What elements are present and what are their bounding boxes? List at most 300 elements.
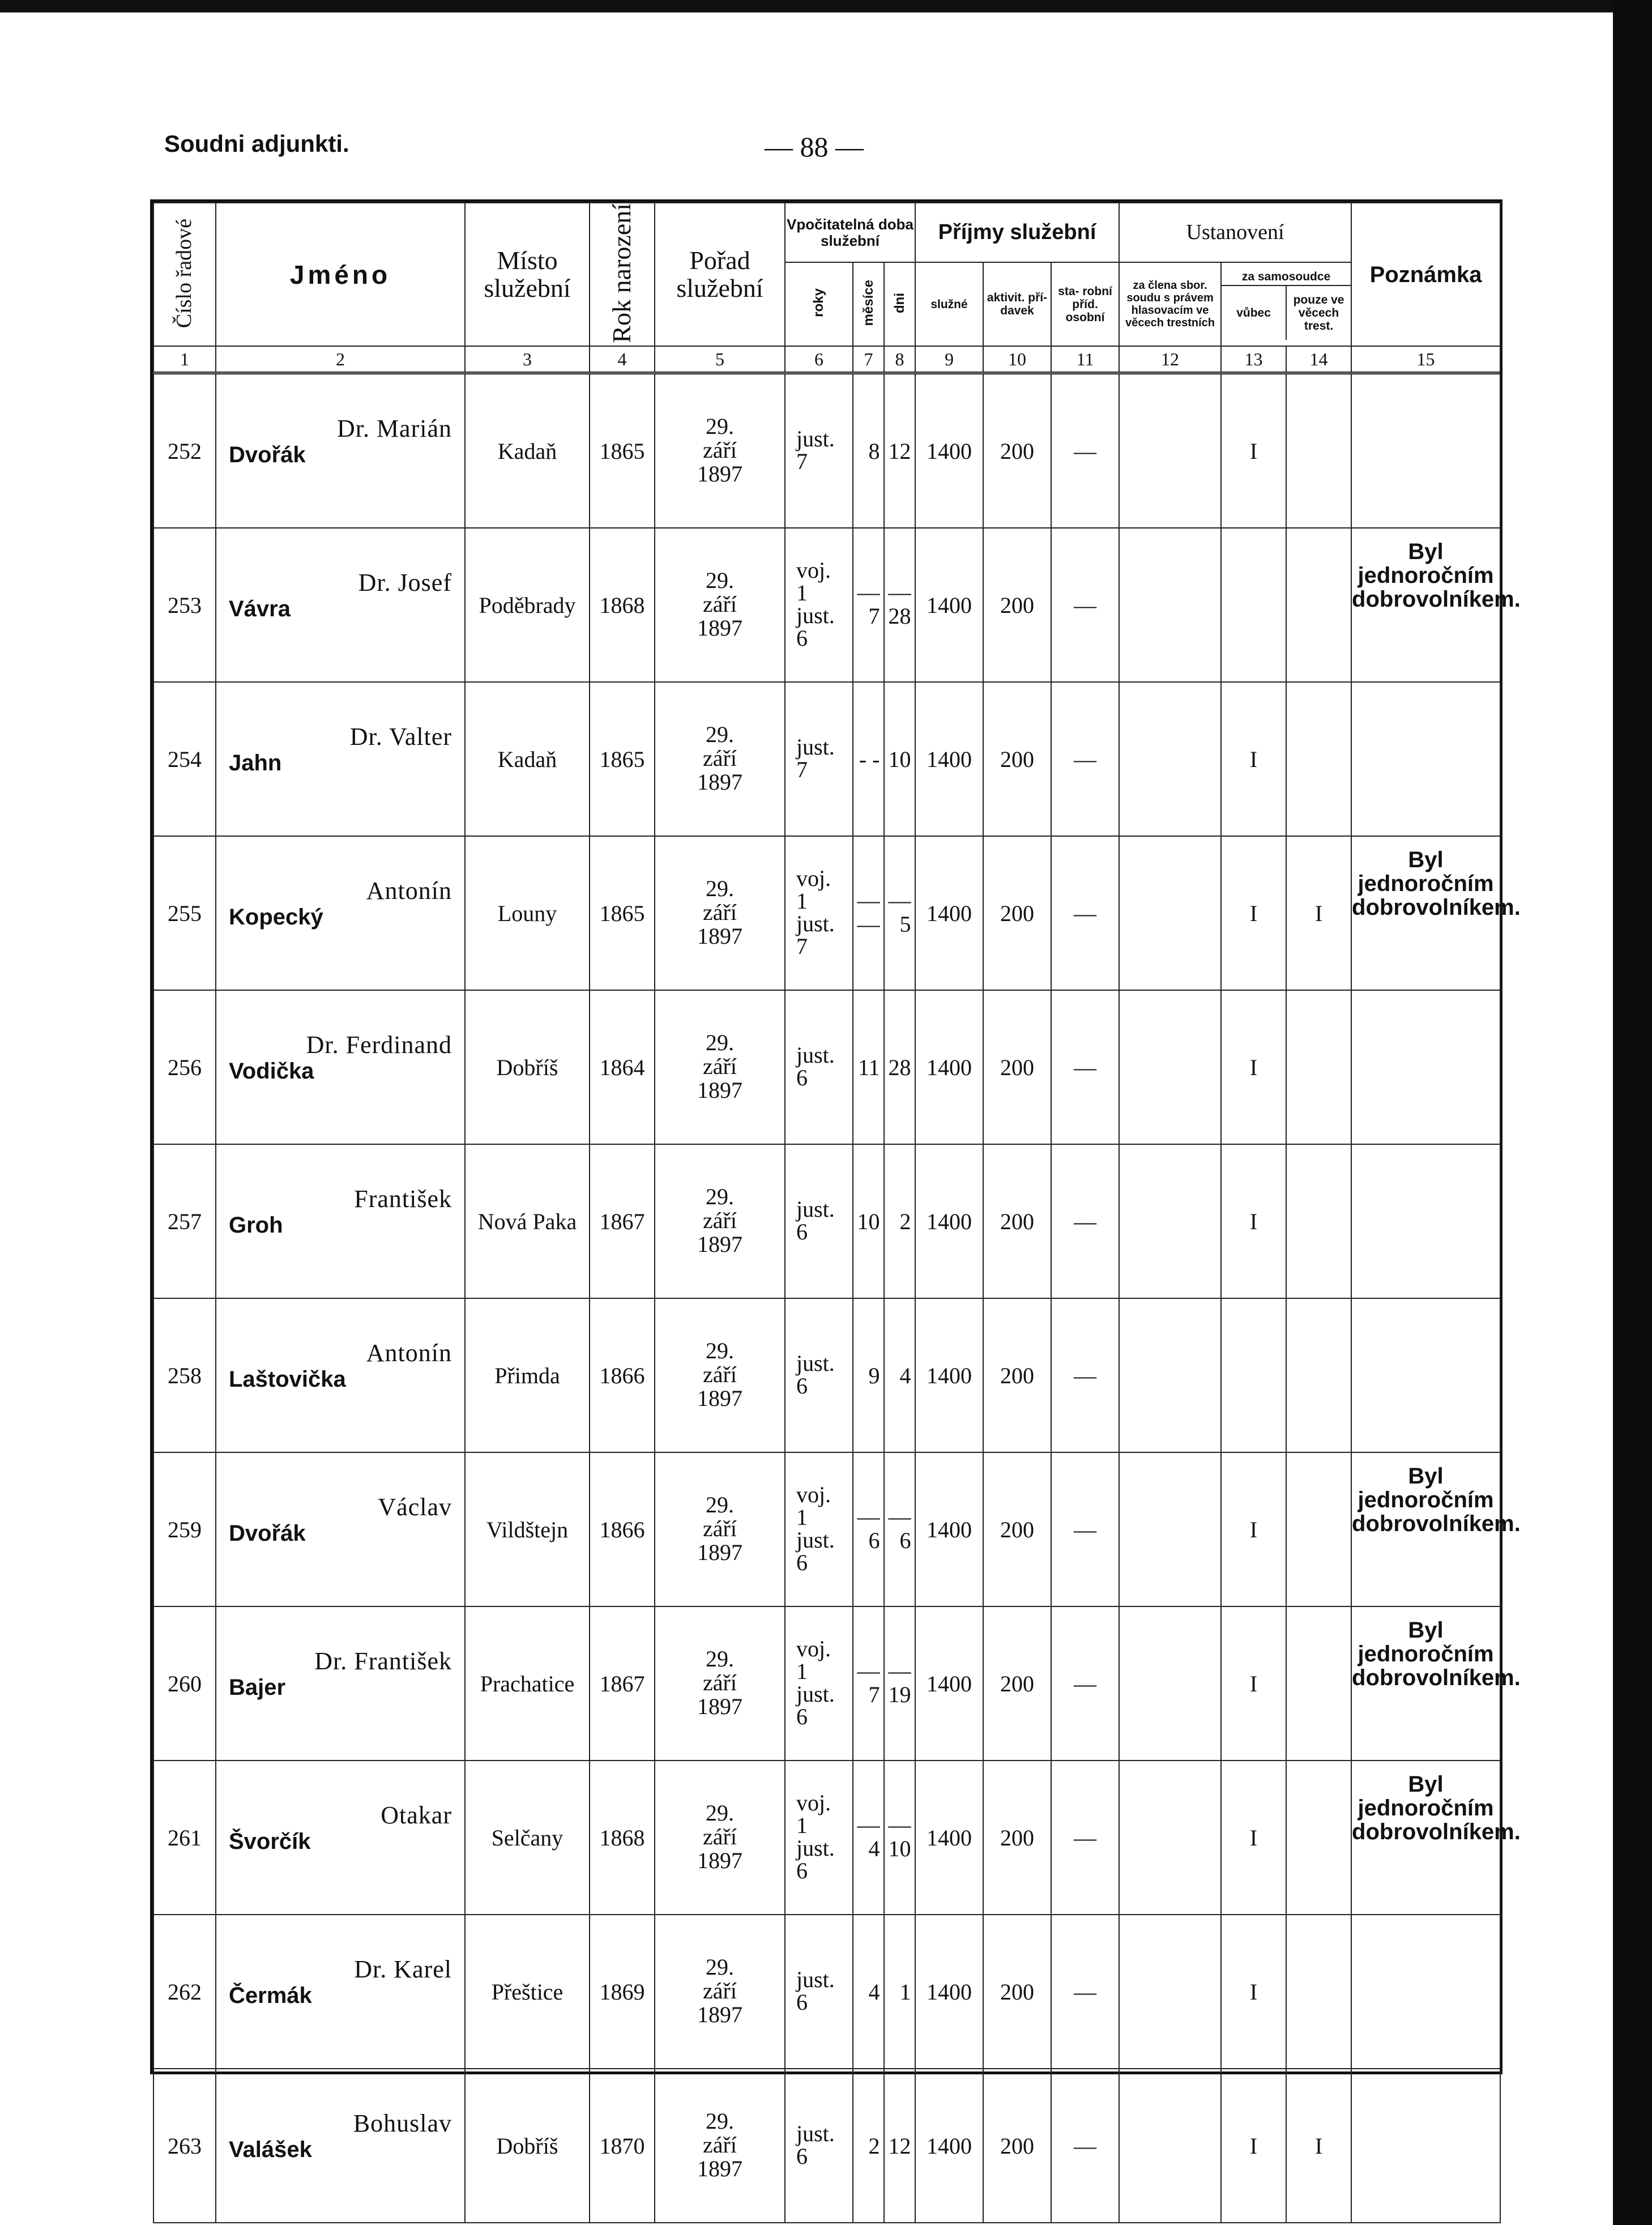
column-number-row <box>153 346 1500 373</box>
colnum: 3 <box>465 346 590 373</box>
cell-dni <box>884 1298 915 1452</box>
place: Dobříš <box>496 1054 558 1080</box>
cell-year: 1867 <box>599 1208 645 1234</box>
cell-starobni <box>1051 682 1119 836</box>
cell-roky <box>785 1761 853 1915</box>
porad: 29. září 1897 <box>697 414 742 487</box>
cell-place <box>465 1452 590 1606</box>
table-row <box>153 1606 1500 1761</box>
cell-name <box>216 1452 465 1606</box>
porad: 29. září 1897 <box>697 568 742 641</box>
cell-note <box>1351 1761 1521 1915</box>
cell-pouze <box>1286 373 1351 528</box>
dni: — 19 <box>888 1658 911 1708</box>
place: Dobříš <box>496 2133 558 2159</box>
cell-vubec: I <box>1249 1670 1258 1697</box>
porad: 29. září 1897 <box>697 1030 742 1103</box>
cell-mesice <box>853 682 884 836</box>
given-name: Dr. Karel <box>354 1955 452 1984</box>
cell-clen <box>1119 1606 1221 1761</box>
cell-starobni: — <box>1074 1979 1097 2005</box>
cell-starobni <box>1051 2069 1119 2223</box>
colnum: 8 <box>884 346 915 373</box>
cell-mesice <box>853 836 884 990</box>
cell-vubec: I <box>1249 438 1258 464</box>
cell-place <box>465 682 590 836</box>
colnum: 7 <box>853 346 884 373</box>
cell-aktivit: 200 <box>1000 1208 1035 1234</box>
cell-sluzne <box>915 682 983 836</box>
cell-porad <box>655 1298 785 1452</box>
colnum: 12 <box>1119 346 1221 373</box>
colnum: 6 <box>785 346 853 373</box>
cell-vubec: I <box>1249 2133 1258 2159</box>
surname: Jahn <box>229 751 282 776</box>
cell-aktivit <box>983 1298 1051 1452</box>
cell-vubec <box>1221 682 1286 836</box>
dni: 4 <box>899 1362 911 1388</box>
cell-aktivit: 200 <box>1000 746 1035 772</box>
porad: 29. září 1897 <box>697 2108 742 2182</box>
table-row <box>153 1298 1500 1452</box>
place: Nová Paka <box>477 1208 577 1234</box>
surname: Groh <box>229 1213 283 1238</box>
cell-starobni: — <box>1074 438 1097 464</box>
cell-name <box>216 990 465 1144</box>
dni: 10 <box>888 746 911 772</box>
cell-clen <box>1119 1761 1221 1915</box>
dni: 28 <box>888 1054 911 1080</box>
header-starobni: sta- robní příd. osobní <box>1051 262 1119 346</box>
cell-roky <box>785 373 853 528</box>
cell-dni <box>884 2069 915 2223</box>
cell-sluzne: 1400 <box>927 438 972 464</box>
cell-dni <box>884 1915 915 2069</box>
mesice: — 7 <box>857 1658 880 1708</box>
cell-year: 1867 <box>599 1670 645 1697</box>
porad: 29. září 1897 <box>697 1492 742 1566</box>
given-name: Dr. Valter <box>349 723 452 751</box>
dni: 12 <box>888 2133 911 2159</box>
cell-pouze <box>1286 682 1351 836</box>
given-name: Dr. Ferdinand <box>306 1031 452 1059</box>
header-za-clena: za člena sbor. soudu s právem hlasovacím ve věcech trestních <box>1119 262 1221 346</box>
roky: just. 6 <box>796 1966 835 2015</box>
cell-note <box>1351 836 1521 990</box>
cell-place <box>465 373 590 528</box>
cell-sluzne <box>915 1761 983 1915</box>
cell-note <box>1351 1298 1500 1452</box>
cell-sluzne: 1400 <box>927 2133 972 2159</box>
note: Byl jednoročním dobrovolníkem. <box>1352 847 1521 920</box>
cell-year <box>590 1606 655 1761</box>
cell-mesice <box>853 1606 884 1761</box>
colnum: 9 <box>915 346 983 373</box>
cell-mesice <box>853 990 884 1144</box>
mesice: - - <box>859 746 880 772</box>
cell-sluzne <box>915 836 983 990</box>
header-za-samosoudce: za samosoudce vůbec pouze ve věcech trest. <box>1221 262 1351 346</box>
cell-number <box>153 373 216 528</box>
cell-roky <box>785 1452 853 1606</box>
mesice: — 7 <box>857 579 880 629</box>
cell-porad <box>655 1452 785 1606</box>
cell-sluzne <box>915 1606 983 1761</box>
roky: voj. 1 just. 6 <box>796 1635 835 1729</box>
dni: 2 <box>899 1208 911 1234</box>
note: Byl jednoročním dobrovolníkem. <box>1352 1772 1521 1845</box>
porad: 29. září 1897 <box>697 1184 742 1258</box>
roky: voj. 1 just. 6 <box>796 557 835 651</box>
cell-no: 257 <box>168 1208 202 1234</box>
cell-place <box>465 836 590 990</box>
ledger-table-frame <box>150 199 1521 2182</box>
cell-starobni: — <box>1074 900 1097 926</box>
cell-year <box>590 528 655 682</box>
porad: 29. září 1897 <box>697 1800 742 1874</box>
surname: Vávra <box>229 596 291 622</box>
cell-roky <box>785 836 853 990</box>
cell-number <box>153 1144 216 1298</box>
cell-sluzne <box>915 1452 983 1606</box>
table-row <box>153 1452 1500 1606</box>
cell-clen <box>1119 990 1221 1144</box>
cell-dni <box>884 682 915 836</box>
cell-starobni: — <box>1074 1208 1097 1234</box>
cell-year: 1865 <box>599 438 645 464</box>
cell-clen <box>1119 1915 1221 2069</box>
roky: just. 7 <box>796 425 835 474</box>
cell-roky <box>785 1606 853 1761</box>
cell-vubec <box>1221 373 1286 528</box>
header-aktivit: aktivit. pří- davek <box>983 262 1051 346</box>
cell-aktivit: 200 <box>1000 1825 1035 1851</box>
cell-vubec <box>1221 1761 1286 1915</box>
cell-aktivit: 200 <box>1000 1362 1035 1388</box>
cell-aktivit <box>983 1606 1051 1761</box>
cell-clen <box>1119 1452 1221 1606</box>
cell-place <box>465 1915 590 2069</box>
cell-vubec: I <box>1249 1208 1258 1234</box>
place: Poděbrady <box>479 592 576 618</box>
cell-note <box>1351 682 1500 836</box>
cell-no: 255 <box>168 900 202 926</box>
dni: — 10 <box>888 1812 911 1862</box>
colnum: 10 <box>983 346 1051 373</box>
cell-vubec: I <box>1249 746 1258 772</box>
porad: 29. září 1897 <box>697 722 742 795</box>
cell-number <box>153 990 216 1144</box>
header-ustanoveni: Ustanovení <box>1119 203 1351 262</box>
cell-sluzne <box>915 528 983 682</box>
cell-porad <box>655 1144 785 1298</box>
mesice: — 6 <box>857 1504 880 1554</box>
cell-starobni: — <box>1074 746 1097 772</box>
cell-mesice <box>853 2069 884 2223</box>
cell-year: 1868 <box>599 592 645 618</box>
cell-year <box>590 1452 655 1606</box>
header-rok: Rok narození <box>590 203 655 346</box>
cell-porad <box>655 2069 785 2223</box>
header-cislo: Číslo řadové <box>153 203 216 346</box>
header-roky: roky <box>785 262 853 346</box>
cell-place <box>465 1144 590 1298</box>
cell-dni <box>884 1144 915 1298</box>
cell-vubec <box>1221 990 1286 1144</box>
header-dni: dni <box>884 262 915 346</box>
header-sluzne: služné <box>915 262 983 346</box>
table-row <box>153 1761 1500 1915</box>
dni: — 5 <box>888 888 911 937</box>
cell-sluzne: 1400 <box>927 1670 972 1697</box>
cell-vubec <box>1221 1452 1286 1606</box>
cell-aktivit <box>983 2069 1051 2223</box>
header-jmeno: Jméno <box>216 203 465 346</box>
table-row <box>153 2069 1500 2223</box>
mesice: 9 <box>868 1362 880 1388</box>
cell-aktivit <box>983 1761 1051 1915</box>
cell-year <box>590 373 655 528</box>
cell-pouze <box>1286 1298 1351 1452</box>
cell-no: 258 <box>168 1362 202 1388</box>
colnum: 11 <box>1051 346 1119 373</box>
cell-no: 256 <box>168 1054 202 1080</box>
cell-sluzne: 1400 <box>927 746 972 772</box>
given-name: Bohuslav <box>353 2109 452 2138</box>
cell-pouze <box>1286 990 1351 1144</box>
table-row <box>153 682 1500 836</box>
cell-number <box>153 1915 216 2069</box>
cell-number <box>153 1606 216 1761</box>
place: Přimda <box>494 1362 560 1388</box>
cell-starobni: — <box>1074 1516 1097 1542</box>
cell-sluzne: 1400 <box>927 1979 972 2005</box>
surname: Dvořák <box>229 1521 306 1546</box>
porad: 29. září 1897 <box>697 1954 742 2028</box>
cell-starobni: — <box>1074 1825 1097 1851</box>
cell-note <box>1351 2069 1500 2223</box>
cell-note <box>1351 1606 1521 1761</box>
table-row <box>153 1144 1500 1298</box>
given-name: Antonín <box>366 877 452 905</box>
given-name: František <box>354 1185 452 1213</box>
cell-pouze <box>1286 2069 1351 2223</box>
header-porad: Pořad služební <box>655 203 785 346</box>
table-row <box>153 990 1500 1144</box>
cell-note <box>1351 990 1500 1144</box>
header-vpocitatelna: Vpočitatelná doba služební <box>785 203 915 262</box>
cell-starobni <box>1051 1761 1119 1915</box>
cell-starobni <box>1051 1144 1119 1298</box>
cell-mesice <box>853 1915 884 2069</box>
roky: just. 6 <box>796 1196 835 1244</box>
porad: 29. září 1897 <box>697 1338 742 1412</box>
cell-no: 254 <box>168 746 202 772</box>
cell-no: 260 <box>168 1670 202 1697</box>
given-name: Dr. Josef <box>358 569 452 597</box>
dni: — 28 <box>888 579 911 629</box>
mesice: 2 <box>868 2133 880 2159</box>
cell-mesice <box>853 1144 884 1298</box>
cell-name <box>216 2069 465 2223</box>
cell-sluzne <box>915 1144 983 1298</box>
cell-porad <box>655 682 785 836</box>
cell-starobni <box>1051 1915 1119 2069</box>
cell-roky <box>785 528 853 682</box>
cell-sluzne: 1400 <box>927 1208 972 1234</box>
place: Kadaň <box>497 746 557 772</box>
cell-vubec <box>1221 1606 1286 1761</box>
cell-aktivit <box>983 1452 1051 1606</box>
cell-aktivit: 200 <box>1000 1516 1035 1542</box>
cell-roky <box>785 1298 853 1452</box>
cell-starobni: — <box>1074 1362 1097 1388</box>
cell-starobni <box>1051 1606 1119 1761</box>
given-name: Antonín <box>366 1339 452 1367</box>
colnum: 4 <box>590 346 655 373</box>
cell-year <box>590 836 655 990</box>
cell-aktivit <box>983 373 1051 528</box>
cell-roky <box>785 990 853 1144</box>
cell-note <box>1351 373 1500 528</box>
scan-edge-top <box>0 0 1652 12</box>
surname: Dvořák <box>229 442 306 468</box>
cell-aktivit <box>983 990 1051 1144</box>
cell-name <box>216 836 465 990</box>
cell-year: 1866 <box>599 1516 645 1542</box>
porad: 29. září 1897 <box>697 1646 742 1720</box>
cell-vubec <box>1221 1144 1286 1298</box>
dni: 1 <box>899 1979 911 2005</box>
cell-year <box>590 2069 655 2223</box>
cell-clen <box>1119 1144 1221 1298</box>
cell-name <box>216 1606 465 1761</box>
cell-number <box>153 1452 216 1606</box>
cell-pouze <box>1286 836 1351 990</box>
dni: — 6 <box>888 1504 911 1554</box>
place: Přeštice <box>491 1979 564 2005</box>
cell-dni <box>884 1452 915 1606</box>
cell-sluzne: 1400 <box>927 1362 972 1388</box>
cell-pouze <box>1286 1144 1351 1298</box>
dni: 12 <box>888 438 911 464</box>
cell-place <box>465 528 590 682</box>
place: Selčany <box>491 1825 564 1851</box>
cell-year <box>590 1915 655 2069</box>
header-row-1 <box>153 203 1500 262</box>
cell-no: 252 <box>168 438 202 464</box>
given-name: Dr. Marián <box>336 415 452 443</box>
cell-number <box>153 2069 216 2223</box>
cell-mesice <box>853 1452 884 1606</box>
cell-vubec: I <box>1249 1979 1258 2005</box>
cell-clen <box>1119 836 1221 990</box>
cell-year <box>590 990 655 1144</box>
given-name: Dr. František <box>314 1647 452 1676</box>
page-number: — 88 — <box>765 131 864 163</box>
cell-vubec <box>1221 1298 1286 1452</box>
header-prijmy: Příjmy služební <box>915 203 1119 262</box>
cell-starobni <box>1051 373 1119 528</box>
cell-vubec: I <box>1249 1516 1258 1542</box>
cell-place <box>465 990 590 1144</box>
ledger-table <box>153 202 1521 2223</box>
cell-aktivit <box>983 1915 1051 2069</box>
cell-place <box>465 1606 590 1761</box>
cell-sluzne <box>915 2069 983 2223</box>
cell-porad <box>655 373 785 528</box>
cell-year: 1866 <box>599 1362 645 1388</box>
cell-place <box>465 2069 590 2223</box>
cell-year <box>590 682 655 836</box>
mesice: 8 <box>868 438 880 464</box>
cell-pouze: I <box>1314 2133 1323 2159</box>
surname: Švorčík <box>229 1829 311 1855</box>
cell-clen <box>1119 528 1221 682</box>
cell-note <box>1351 1915 1500 2069</box>
cell-starobni <box>1051 990 1119 1144</box>
roky: just. 6 <box>796 1350 835 1399</box>
cell-year <box>590 1144 655 1298</box>
note: Byl jednoročním dobrovolníkem. <box>1352 539 1521 612</box>
surname: Čermák <box>229 1983 312 2009</box>
roky: just. 6 <box>796 1042 835 1090</box>
cell-starobni <box>1051 1452 1119 1606</box>
given-name: Václav <box>378 1493 452 1521</box>
mesice: 11 <box>857 1054 880 1080</box>
table-row <box>153 836 1500 990</box>
cell-vubec <box>1221 1915 1286 2069</box>
surname: Bajer <box>229 1675 286 1700</box>
scan-edge-right <box>1613 0 1652 2225</box>
cell-place <box>465 1298 590 1452</box>
cell-dni <box>884 836 915 990</box>
cell-aktivit <box>983 682 1051 836</box>
surname: Vodička <box>229 1059 314 1084</box>
cell-no: 261 <box>168 1825 202 1851</box>
cell-mesice <box>853 1761 884 1915</box>
cell-starobni: — <box>1074 1670 1097 1697</box>
note: Byl jednoročním dobrovolníkem. <box>1352 1464 1521 1537</box>
roky: voj. 1 just. 6 <box>796 1789 835 1883</box>
cell-number <box>153 682 216 836</box>
colnum: 14 <box>1286 346 1351 373</box>
cell-starobni: — <box>1074 592 1097 618</box>
cell-aktivit: 200 <box>1000 1979 1035 2005</box>
cell-mesice <box>853 1298 884 1452</box>
cell-aktivit: 200 <box>1000 438 1035 464</box>
cell-aktivit: 200 <box>1000 2133 1035 2159</box>
ledger-rows <box>153 373 1521 2223</box>
cell-starobni: — <box>1074 1054 1097 1080</box>
cell-year: 1870 <box>599 2133 645 2159</box>
cell-name <box>216 682 465 836</box>
cell-porad <box>655 1606 785 1761</box>
cell-year: 1868 <box>599 1825 645 1851</box>
cell-year: 1864 <box>599 1054 645 1080</box>
cell-name <box>216 1144 465 1298</box>
cell-starobni <box>1051 1298 1119 1452</box>
page-header <box>164 130 1523 176</box>
cell-sluzne: 1400 <box>927 1825 972 1851</box>
surname: Kopecký <box>229 905 323 930</box>
cell-roky <box>785 1144 853 1298</box>
surname: Laštovička <box>229 1367 346 1392</box>
cell-porad <box>655 836 785 990</box>
cell-aktivit <box>983 1144 1051 1298</box>
cell-number <box>153 528 216 682</box>
cell-aktivit: 200 <box>1000 1670 1035 1697</box>
